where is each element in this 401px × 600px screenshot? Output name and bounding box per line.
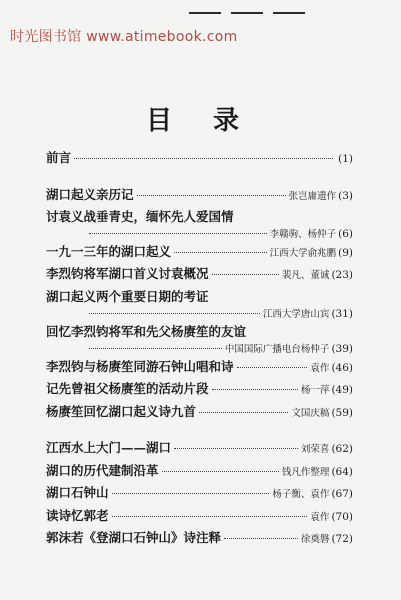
dot-leader bbox=[174, 448, 298, 449]
toc-entry-page: (67) bbox=[331, 488, 353, 501]
toc-entry[interactable] bbox=[46, 148, 353, 171]
toc-entry-author: 钱凡作整理 bbox=[281, 466, 330, 478]
toc-entry-page: (62) bbox=[331, 443, 353, 456]
toc-entry[interactable] bbox=[46, 461, 353, 484]
toc-entry-title: 湖口石钟山 bbox=[46, 485, 109, 501]
toc-entry-author: 江西大学俞兆鹏 bbox=[269, 247, 337, 259]
toc-entry-page: (31) bbox=[331, 307, 353, 320]
toc-entry-author: 杨一萍 bbox=[300, 385, 330, 397]
toc-entry[interactable] bbox=[46, 379, 353, 402]
top-decorative-rules bbox=[189, 0, 305, 14]
toc-entry-page: (46) bbox=[331, 361, 353, 374]
toc-entry-author: 张岂庸遗作 bbox=[288, 190, 337, 202]
toc-entry[interactable] bbox=[46, 506, 353, 529]
table-of-contents bbox=[46, 148, 353, 551]
toc-entry-author: 江西大学唐山宾 bbox=[262, 308, 330, 320]
toc-entry-author: 袁作 bbox=[310, 511, 330, 523]
toc-entry-page: (39) bbox=[331, 342, 353, 355]
toc-entry[interactable] bbox=[46, 357, 353, 380]
toc-entry[interactable] bbox=[46, 207, 353, 242]
toc-entry[interactable] bbox=[46, 402, 353, 425]
toc-entry-author: 裴凡、董诚 bbox=[281, 270, 330, 282]
dot-leader bbox=[74, 158, 333, 159]
section-gap bbox=[46, 171, 353, 185]
dot-leader bbox=[89, 313, 260, 314]
toc-entry-page: (1) bbox=[338, 153, 353, 165]
toc-entry[interactable] bbox=[46, 528, 353, 551]
dot-leader bbox=[89, 233, 267, 234]
toc-entry-title: 回忆李烈钧将军和先父杨赓笙的友谊 bbox=[46, 323, 247, 339]
toc-entry-page: (64) bbox=[331, 465, 353, 478]
toc-entry-page: (6) bbox=[338, 228, 353, 240]
toc-entry-author: 刘荣喜 bbox=[300, 444, 330, 456]
toc-entry-title: 前言 bbox=[46, 150, 72, 165]
toc-entry-title: 李烈钧将军湖口首义讨袁概况 bbox=[46, 266, 209, 282]
dot-leader bbox=[212, 389, 298, 390]
toc-entry-title: 郭沫若《登湖口石钟山》诗注释 bbox=[46, 530, 222, 546]
toc-entry-title: 一九一三年的湖口起义 bbox=[46, 243, 172, 259]
toc-entry-author: 李赣驹、杨仲子 bbox=[269, 229, 337, 240]
toc-entry[interactable] bbox=[46, 185, 353, 208]
toc-entry-author: 徐奠磐 bbox=[300, 534, 330, 546]
toc-entry-author: 袁作 bbox=[310, 362, 330, 374]
toc-entry-title: 湖口起义两个重要日期的考证 bbox=[46, 288, 209, 304]
toc-entry[interactable] bbox=[46, 483, 353, 506]
toc-entry-author: 文国庆稿 bbox=[291, 407, 330, 419]
dot-leader bbox=[162, 471, 279, 472]
toc-entry-title: 讨袁义战垂青史，缅怀先人爱国情 bbox=[46, 209, 234, 224]
toc-entry-title: 李烈钧与杨赓笙同游石钟山唱和诗 bbox=[46, 358, 234, 374]
section-gap bbox=[46, 424, 353, 438]
toc-entry[interactable] bbox=[46, 287, 353, 322]
toc-entry-title: 读诗忆郭老 bbox=[46, 507, 109, 523]
toc-entry-author: 杨子衡、袁作 bbox=[272, 489, 330, 501]
dot-leader bbox=[224, 538, 298, 539]
toc-entry-page: (59) bbox=[331, 406, 353, 419]
toc-entry-page: (72) bbox=[331, 533, 353, 546]
dot-leader bbox=[212, 274, 279, 275]
toc-entry[interactable] bbox=[46, 438, 353, 461]
dot-leader bbox=[112, 493, 270, 494]
toc-entry[interactable] bbox=[46, 242, 353, 265]
page-title: 目 录 bbox=[145, 106, 256, 136]
dot-leader bbox=[199, 412, 288, 413]
toc-entry-page: (3) bbox=[338, 189, 353, 202]
toc-entry-page: (23) bbox=[331, 269, 353, 282]
toc-entry-title: 记先曾祖父杨赓笙的活动片段 bbox=[46, 381, 209, 397]
toc-entry-page: (49) bbox=[331, 384, 353, 397]
toc-entry-page: (9) bbox=[338, 246, 353, 259]
watermark: 时光图书馆 www.atimebook.com bbox=[10, 29, 238, 45]
toc-entry-title: 江西水上大门——湖口 bbox=[46, 440, 172, 456]
toc-entry-page: (70) bbox=[331, 510, 353, 523]
dot-leader bbox=[112, 516, 308, 517]
toc-entry[interactable] bbox=[46, 322, 353, 357]
dot-leader bbox=[174, 252, 267, 253]
toc-entry[interactable] bbox=[46, 264, 353, 287]
dot-leader bbox=[237, 367, 308, 368]
toc-entry-title: 湖口起义亲历记 bbox=[46, 186, 134, 202]
toc-entry-title: 杨赓笙回忆湖口起义诗九首 bbox=[46, 403, 197, 419]
dot-leader bbox=[137, 195, 286, 196]
toc-entry-author: 中国国际广播电台杨仲子 bbox=[224, 343, 330, 355]
dot-leader bbox=[89, 348, 222, 349]
toc-entry-title: 湖口的历代建制沿革 bbox=[46, 462, 159, 478]
